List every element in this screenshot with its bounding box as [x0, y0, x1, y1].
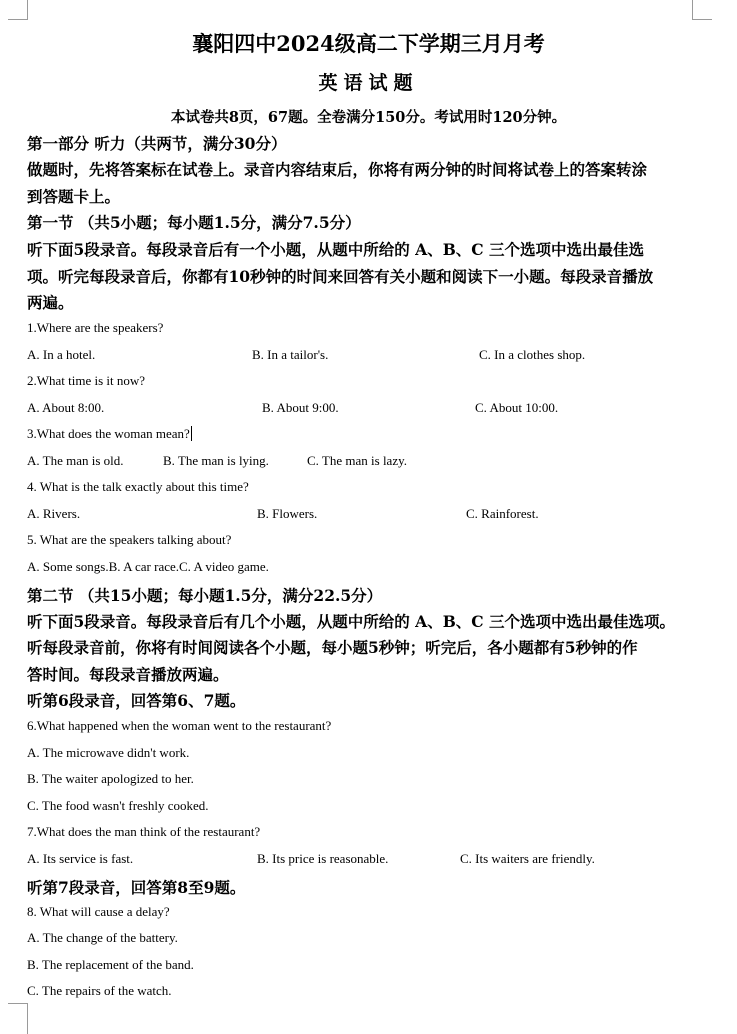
question-1-option-c: C. In a clothes shop. — [479, 347, 586, 362]
exam-info: 本试卷共8页，67题。全卷满分150分。考试用时120分钟。 — [170, 109, 567, 126]
crop-mark — [27, 0, 28, 19]
section2-heading: 第二节 （共15小题；每小题1.5分，满分22.5分） — [27, 586, 383, 605]
section2-instruction-line: 听下面5段录音。每段录音后有几个小题，从题中所给的 A、B、C 三个选项中选出最佳选项。 — [27, 612, 676, 631]
part1-instruction-line: 到答题卡上。 — [27, 187, 121, 206]
question-4-option-b: B. Flowers. — [257, 506, 318, 521]
crop-mark — [692, 0, 693, 19]
question-5-stem: 5. What are the speakers talking about? — [27, 532, 232, 547]
question-2-option-c: C. About 10:00. — [475, 400, 559, 415]
question-6-option-a: A. The microwave didn't work. — [27, 745, 190, 760]
question-2-stem: 2.What time is it now? — [27, 373, 146, 388]
question-3-stem-text: 3.What does the woman mean? — [27, 426, 190, 441]
question-6-option-b: B. The waiter apologized to her. — [27, 771, 194, 786]
crop-mark — [27, 1003, 28, 1034]
question-6-option-c: C. The food wasn't freshly cooked. — [27, 798, 209, 813]
question-6-stem: 6.What happened when the woman went to the restaurant? — [27, 718, 332, 733]
group7-heading: 听第7段录音，回答第8至9题。 — [27, 878, 246, 897]
crop-mark — [692, 19, 712, 20]
part1-heading: 第一部分 听力（共两节，满分30分） — [27, 134, 287, 153]
section2-instruction-line: 答时间。每段录音播放两遍。 — [27, 665, 229, 684]
question-7-stem: 7.What does the man think of the restaurant? — [27, 824, 261, 839]
question-7-option-c: C. Its waiters are friendly. — [460, 851, 595, 866]
question-1-option-a: A. In a hotel. — [27, 347, 96, 362]
question-5-options: A. Some songs.B. A car race.C. A video game. — [27, 559, 269, 574]
question-4-stem: 4. What is the talk exactly about this time? — [27, 479, 249, 494]
question-7-option-b: B. Its price is reasonable. — [257, 851, 389, 866]
question-4-option-c: C. Rainforest. — [466, 506, 539, 521]
part1-instruction-line: 做题时，先将答案标在试卷上。录音内容结束后，你将有两分钟的时间将试卷上的答案转涂 — [27, 160, 648, 179]
section1-heading: 第一节 （共5小题；每小题1.5分，满分7.5分） — [27, 213, 361, 232]
question-3-option-b: B. The man is lying. — [163, 453, 269, 468]
question-8-option-c: C. The repairs of the watch. — [27, 983, 172, 998]
question-8-option-a: A. The change of the battery. — [27, 930, 178, 945]
question-1-option-b: B. In a tailor's. — [252, 347, 329, 362]
question-8-stem: 8. What will cause a delay? — [27, 904, 170, 919]
crop-mark — [8, 1003, 28, 1004]
question-3-stem — [27, 426, 192, 442]
question-1-stem: 1.Where are the speakers? — [27, 320, 164, 335]
exam-title: 襄阳四中2024级高二下学期三月月考 — [192, 31, 545, 56]
section2-instruction-line: 听每段录音前，你将有时间阅读各个小题，每小题5秒钟；听完后，各小题都有5秒钟的作 — [27, 638, 638, 657]
question-2-option-b: B. About 9:00. — [262, 400, 339, 415]
question-7-option-a: A. Its service is fast. — [27, 851, 134, 866]
question-4-option-a: A. Rivers. — [27, 506, 81, 521]
question-3-option-a: A. The man is old. — [27, 453, 124, 468]
section1-instruction-line: 项。听完每段录音后，你都有10秒钟的时间来回答有关小题和阅读下一小题。每段录音播放 — [27, 267, 654, 286]
text-cursor — [191, 426, 192, 441]
question-3-option-c: C. The man is lazy. — [307, 453, 408, 468]
crop-mark — [8, 19, 28, 20]
group6-heading: 听第6段录音，回答第6、7题。 — [27, 691, 246, 710]
question-8-option-b: B. The replacement of the band. — [27, 957, 194, 972]
section1-instruction-line: 听下面5段录音。每段录音后有一个小题，从题中所给的 A、B、C 三个选项中选出最佳选 — [27, 240, 645, 259]
section1-instruction-line: 两遍。 — [27, 293, 74, 312]
question-2-option-a: A. About 8:00. — [27, 400, 105, 415]
exam-subtitle: 英语试题 — [318, 72, 419, 94]
